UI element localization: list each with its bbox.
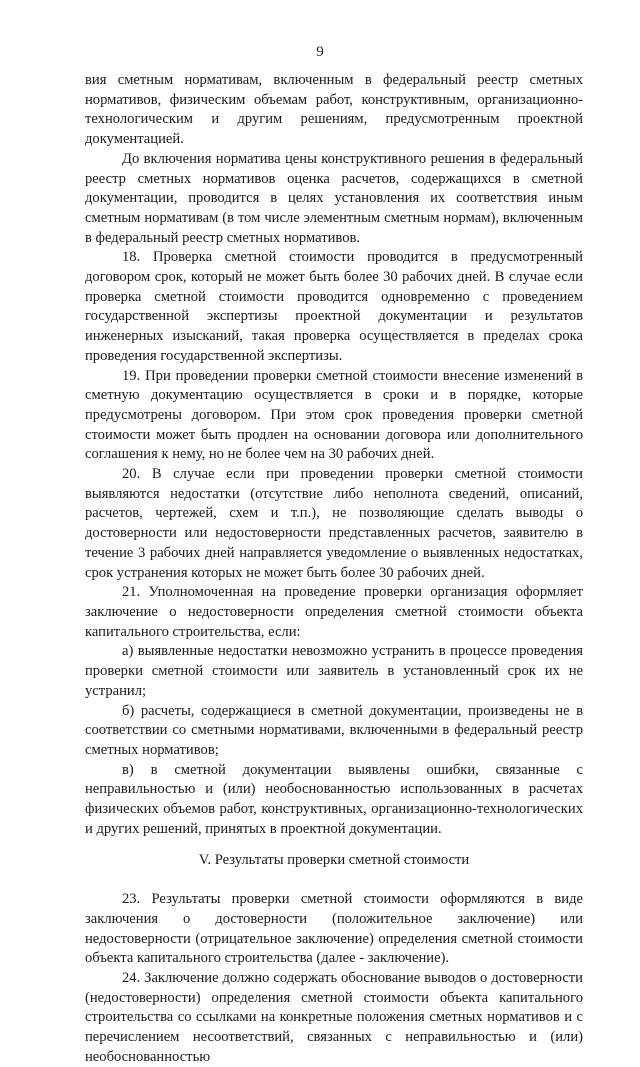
list-item-a: а) выявленные недостатки невозможно устранить в процессе проведения проверки сметной стоимости или заявитель в установленный срок их не устранил; [85, 643, 583, 699]
page-number: 9 [316, 44, 324, 60]
paragraph-19: 19. При проведении проверки сметной стоимости внесение изменений в сметную документацию осуществляется в сроки и в порядке, которые предусмотрены договором. При этом срок проведения проверки сметной стоимости может быть продлен на основании договора или дополнительного соглашения к нему, но не более чем на 30 рабочих дней. [85, 367, 583, 463]
paragraph: До включения норматива цены конструктивного решения в федеральный реестр сметных нормативов оценка расчетов, содержащихся в сметной документации, проводится в целях установления их соответствия иным сметным нормативам (в том числе элементным сметным нормам), включенным в федеральный реестр сметных нормативов. [85, 150, 583, 246]
paragraph-18: 18. Проверка сметной стоимости проводится в предусмотренный договором срок, который не может быть более 30 рабочих дней. В случае если проверка сметной стоимости проводится одновременно с проведением государственной экспертизы проектной документации и результатов инженерных изысканий, такая проверка осуществляется в пределах срока проведения государственной экспертизы. [85, 249, 583, 364]
paragraph-20: 20. В случае если при проведении проверки сметной стоимости выявляются недостатки (отсутствие либо неполнота сведений, описаний, расчетов, чертежей, схем и т.п.), не позволяющие сделать выводы о достоверности или недостоверности представленных расчетов, заявителю в течение 3 рабочих дней направляется уведомление о выявленных недостатках, срок устранения которых не может быть более 30 рабочих дней. [85, 466, 583, 581]
paragraph-24: 24. Заключение должно содержать обоснование выводов о достоверности (недостоверности) определения сметной стоимости объекта капитального строительства со ссылками на конкретные положения сметных нормативов и с перечислением несоответствий, связанных с неправильностью и (или) необоснованностью [85, 969, 583, 1065]
list-item-c: в) в сметной документации выявлены ошибки, связанные с неправильностью и (или) необоснованностью использованных в расчетах физических объемов работ, конструктивных, организационно-технологических и других решений, принятых в проектной документации. [85, 761, 583, 837]
paragraph-21: 21. Уполномоченная на проведение проверки организация оформляет заключение о недостоверности определения сметной стоимости объекта капитального строительства, если: [85, 584, 583, 640]
paragraph-continuation: вия сметным нормативам, включенным в федеральный реестр сметных нормативов, физическим объемам работ, конструктивным, организационно-технологическим и другим решениям, предусмотренным проектной документацией. [85, 72, 583, 148]
section-heading: V. Результаты проверки сметной стоимости [198, 852, 470, 869]
paragraph-23: 23. Результаты проверки сметной стоимости оформляются в виде заключения о достоверности (положительное заключение) или недостоверности (отрицательное заключение) определения сметной стоимости объекта капитального строительства (далее - заключение). [85, 891, 583, 967]
document-body [85, 71, 583, 1067]
list-item-b: б) расчеты, содержащиеся в сметной документации, произведены не в соответствии со сметными нормативами, включенными в федеральный реестр сметных нормативов; [85, 702, 583, 758]
